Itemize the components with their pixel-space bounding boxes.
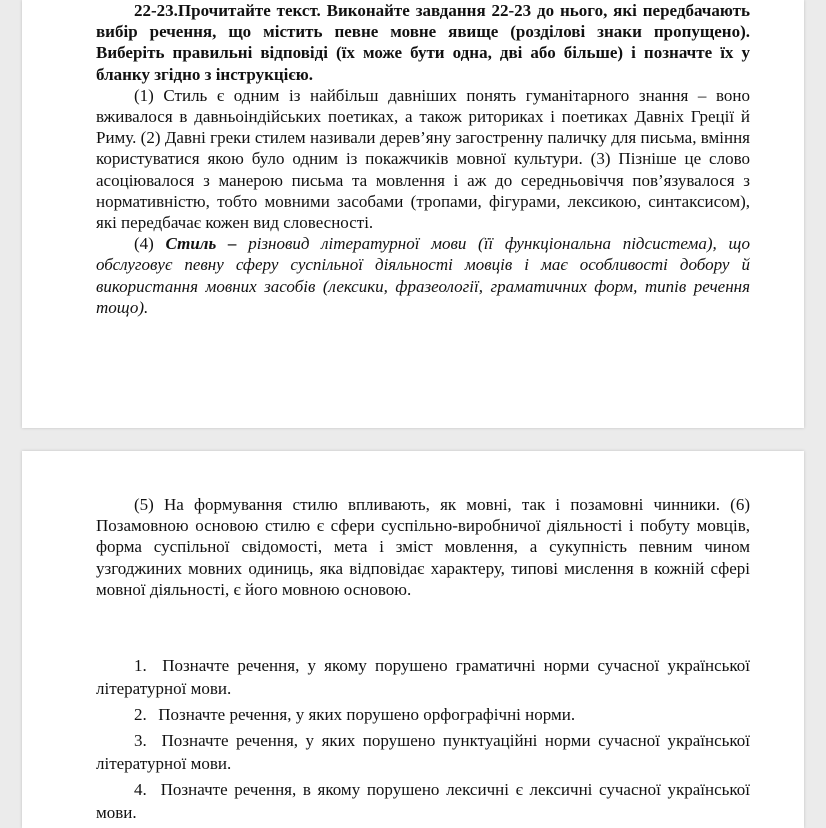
- question-text: Позначте речення, у яких порушено орфографічні норми.: [158, 705, 576, 724]
- task-instruction: Прочитайте текст. Виконайте завдання 22-23 до нього, які передбачають вибір речення, що містить певне мовне явище (розділові знаки пропущено). Виберіть правильні відповіді (їх може бути одна, дві або більше) і позначте їх у бланку згідно з інструкцією.: [96, 1, 750, 84]
- paragraph-2-term: Стиль –: [165, 234, 237, 254]
- paragraph-1: (1) Стиль є одним із найбільш давніших понять гуманітарного знання – воно вживалося в давньоіндійських поетиках, а також риториках і поетиках Давніх Греції й Риму. (2) Давні греки стилем називали дерев’яну загостренну паличку для письма, вміння користуватися якою було одним із покажчиків мовної культури. (3) Пізніше це слово асоціювалося з манерою письма та мовлення і аж до середньовіччя пов’язувалося з нормативністю, тобто мовними засобами (тропами, фігурами, лексикою, синтаксисом), які передбачає кожен вид словесності.: [96, 85, 750, 233]
- question-list: [96, 654, 750, 827]
- question-text: Позначте речення, у якому порушено граматичні норми сучасної української літературної мови.: [96, 656, 751, 698]
- question-item: [96, 778, 750, 824]
- question-text: Позначте речення, в якому порушено лексичні є лексичні сучасної української мови.: [96, 780, 751, 822]
- page-1-text: [96, 0, 750, 318]
- question-item: [96, 729, 750, 775]
- task-heading: [96, 0, 750, 85]
- page-2-text: [96, 494, 750, 600]
- task-number: 22-23.: [134, 1, 178, 20]
- question-text: Позначте речення, у яких порушено пунктуаційні норми сучасної української літературної мови.: [96, 731, 751, 773]
- question-number: 1.: [134, 656, 147, 675]
- question-number: 4.: [134, 780, 147, 799]
- page-1: [22, 0, 804, 428]
- paragraph-2-rest: різновид літературної мови (її функціональна підсистема), що обслуговує певну сферу суспільної діяльності мовців і має особливості добору й використання мовних засобів (лексики, фразеології, граматичних форм, типів речення тощо).: [96, 234, 751, 317]
- paragraph-3: (5) На формування стилю впливають, як мовні, так і позамовні чинники. (6) Позамовною основою стилю є сфери суспільно-виробничої діяльності і побуту мовців, форма суспільної свідомості, мета і зміст мовлення, а сукупність певним чином узгоджиних мовних одиниць, яка відповідає характеру, типові мислення в кожній сфері мовної діяльності, є його мовною основою.: [96, 495, 750, 599]
- paragraph-2-number: (4): [134, 234, 154, 254]
- question-number: 3.: [134, 731, 147, 750]
- question-item: [96, 703, 750, 726]
- page-2: [22, 451, 804, 828]
- question-item: [96, 654, 750, 700]
- paragraph-2: [96, 233, 750, 318]
- question-number: 2.: [134, 705, 147, 724]
